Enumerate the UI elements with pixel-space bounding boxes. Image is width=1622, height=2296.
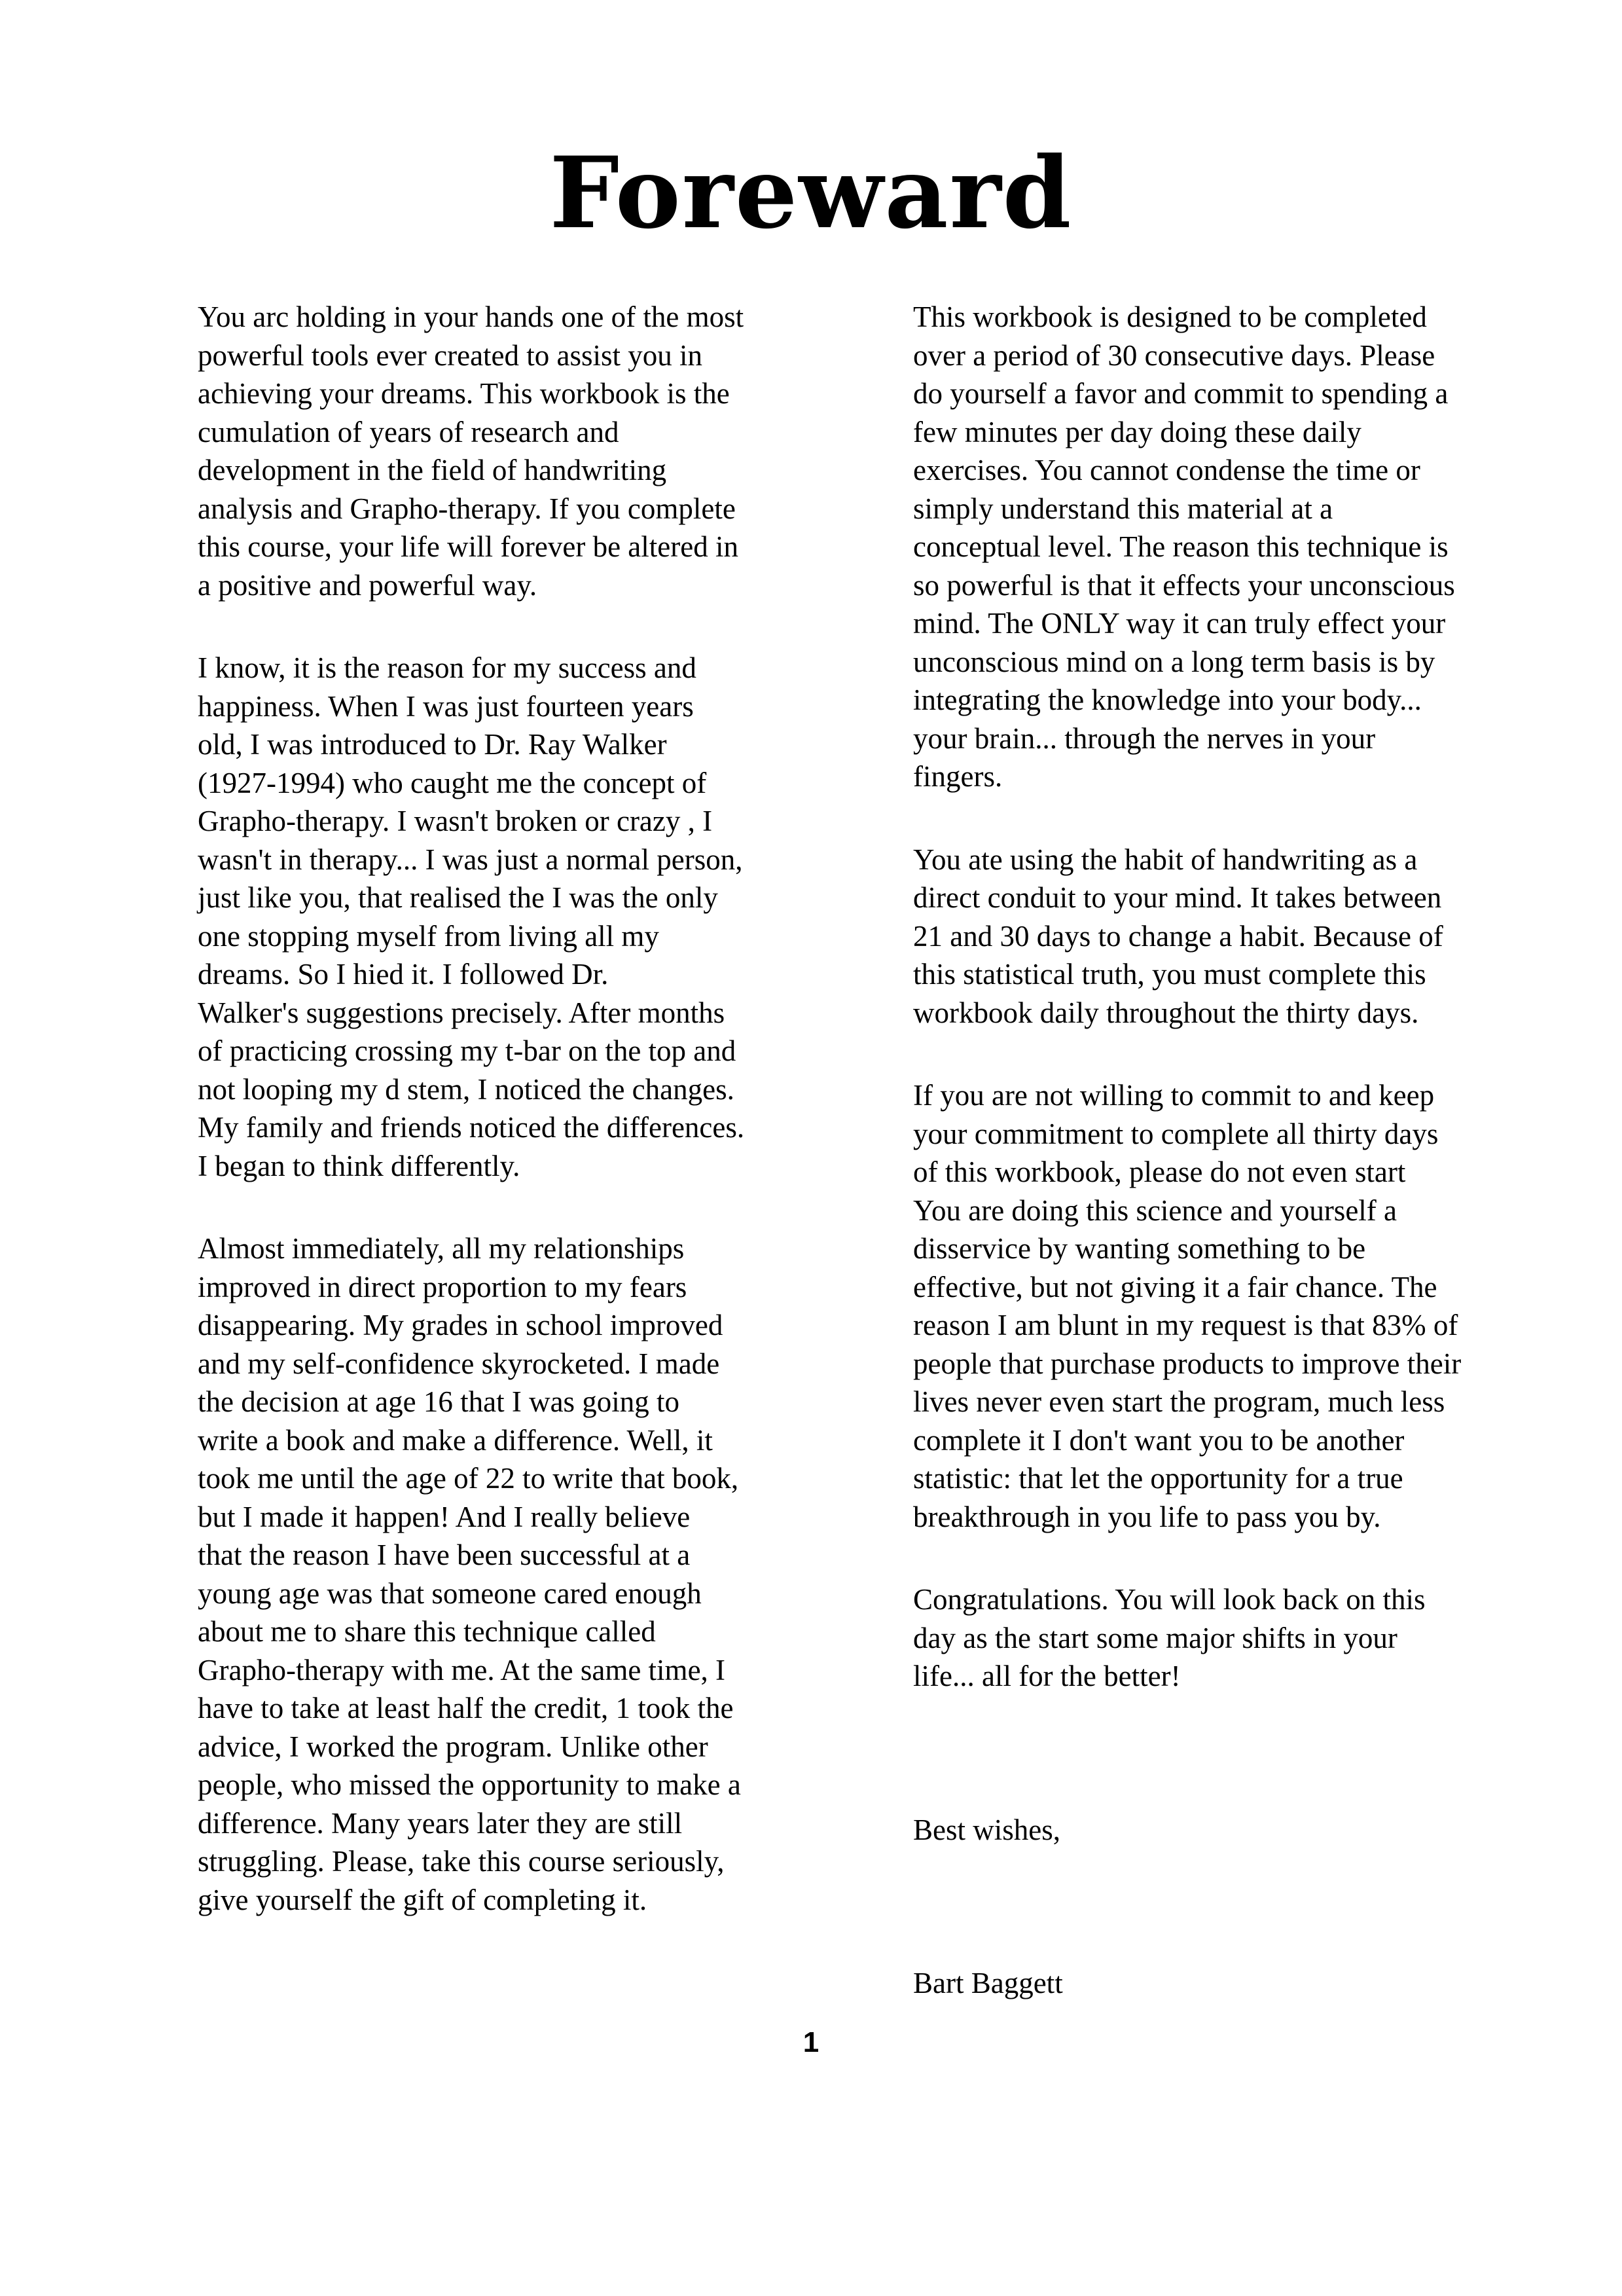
text-line: people, who missed the opportunity to make a	[198, 1768, 741, 1801]
text-line: life... all for the better!	[913, 1660, 1181, 1692]
text-line: that the reason I have been successful at a	[198, 1539, 691, 1571]
text-line: one stopping myself from living all my	[198, 919, 659, 953]
text-line: Congratulations. You will look back on this	[913, 1583, 1426, 1616]
text-line: I began to think differently.	[198, 1149, 520, 1182]
text-line: effective, but not giving it a fair chance. The	[913, 1270, 1437, 1303]
text-line: just like you, that realised the I was the only	[198, 881, 718, 914]
text-line: You are doing this science and yourself a	[913, 1194, 1397, 1227]
text-line: My family and friends noticed the differences.	[198, 1111, 745, 1144]
text-line: development in the field of handwriting	[198, 454, 667, 486]
text-line: You ate using the habit of handwriting as a	[913, 843, 1418, 876]
text-line: If you are not willing to commit to and keep	[913, 1079, 1435, 1112]
paragraph-gap	[198, 604, 862, 649]
paragraph	[913, 1580, 1568, 1696]
text-line: a positive and powerful way.	[198, 568, 537, 602]
text-line: statistic: that let the opportunity for a true	[913, 1462, 1403, 1495]
text-line: lives never even start the program, much less	[913, 1385, 1445, 1418]
text-line: but I made it happen! And I really believe	[198, 1500, 691, 1533]
text-line: simply understand this material at a	[913, 492, 1333, 525]
text-line: this statistical truth, you must complete this	[913, 958, 1426, 991]
text-line: Grapho-therapy. I wasn't broken or crazy , I	[198, 805, 713, 837]
text-line: (1927-1994) who caught me the concept of	[198, 766, 707, 799]
left-column	[198, 298, 862, 1919]
text-line: give yourself the gift of completing it.	[198, 1883, 647, 1916]
text-line: your commitment to complete all thirty days	[913, 1117, 1439, 1150]
text-line: disappearing. My grades in school improved	[198, 1309, 723, 1341]
text-line: write a book and make a difference. Well, it	[198, 1423, 713, 1457]
text-line: conceptual level. The reason this technique is	[913, 530, 1449, 563]
text-line: direct conduit to your mind. It takes between	[913, 881, 1442, 914]
page-number: 1	[802, 2026, 820, 2058]
text-line: took me until the age of 22 to write that book,	[198, 1462, 739, 1495]
text-line: old, I was introduced to Dr. Ray Walker	[198, 728, 667, 761]
text-line: This workbook is designed to be completed	[913, 301, 1427, 333]
text-line: mind. The ONLY way it can truly effect your	[913, 607, 1446, 640]
text-line: few minutes per day doing these daily	[913, 415, 1361, 448]
text-line: improved in direct proportion to my fears	[198, 1270, 687, 1303]
text-line: exercises. You cannot condense the time or	[913, 454, 1420, 486]
paragraph	[913, 298, 1568, 796]
text-line: disservice by wanting something to be	[913, 1232, 1366, 1265]
paragraph	[198, 1230, 862, 1919]
text-line: of practicing crossing my t-bar on the top and	[198, 1034, 736, 1067]
text-line: your brain... through the nerves in your	[913, 721, 1376, 755]
text-line: day as the start some major shifts in your	[913, 1621, 1397, 1654]
text-line: struggling. Please, take this course seriously,	[198, 1845, 725, 1878]
text-line: people that purchase products to improve their	[913, 1347, 1462, 1380]
text-line: difference. Many years later they are still	[198, 1806, 683, 1840]
text-line: breakthrough in you life to pass you by.	[913, 1500, 1381, 1533]
closing-gap	[913, 1696, 1568, 1811]
text-line: do yourself a favor and commit to spending a	[913, 377, 1449, 410]
text-line: reason I am blunt in my request is that 83% of	[913, 1309, 1458, 1341]
text-line: of this workbook, please do not even start	[913, 1156, 1406, 1188]
paragraph	[198, 298, 862, 604]
paragraph-gap	[913, 1536, 1568, 1580]
text-line: analysis and Grapho-therapy. If you complete	[198, 492, 736, 525]
signature-gap	[913, 1849, 1568, 1964]
text-line: over a period of 30 consecutive days. Please	[913, 338, 1435, 372]
paragraph	[913, 1076, 1568, 1536]
text-line: workbook daily throughout the thirty days.	[913, 996, 1419, 1029]
signature-name: Bart Baggett	[913, 1967, 1063, 1999]
text-line: achieving your dreams. This workbook is the	[198, 377, 730, 410]
text-line: the decision at age 16 that I was going to	[198, 1385, 680, 1418]
text-line: integrating the knowledge into your body...	[913, 683, 1422, 716]
page-title: Foreward	[549, 136, 1073, 251]
paragraph-gap	[913, 796, 1568, 841]
text-line: wasn't in therapy... I was just a normal person,	[198, 843, 743, 876]
text-line: 21 and 30 days to change a habit. Because of	[913, 919, 1443, 953]
text-line: dreams. So I hied it. I followed Dr.	[198, 958, 609, 991]
paragraph	[198, 649, 862, 1185]
closing-line: Best wishes,	[913, 1813, 1060, 1846]
text-line: and my self-confidence skyrocketed. I made	[198, 1347, 720, 1380]
text-line: Grapho-therapy with me. At the same time, I	[198, 1653, 726, 1686]
text-line: young age was that someone cared enough	[198, 1576, 702, 1610]
text-line: unconscious mind on a long term basis is by	[913, 645, 1435, 678]
text-line: You arc holding in your hands one of the most	[198, 301, 744, 333]
text-line: fingers.	[913, 760, 1003, 793]
text-line: advice, I worked the program. Unlike other	[198, 1730, 708, 1763]
text-line: happiness. When I was just fourteen years	[198, 689, 694, 723]
text-line: complete it I don't want you to be another	[913, 1423, 1405, 1457]
right-column	[913, 298, 1568, 2003]
text-line: Almost immediately, all my relationships	[198, 1232, 685, 1265]
text-line: cumulation of years of research and	[198, 415, 619, 448]
text-line: so powerful is that it effects your unconscious	[913, 568, 1455, 602]
text-line: I know, it is the reason for my success and	[198, 651, 696, 684]
text-line: have to take at least half the credit, 1 took the	[198, 1692, 734, 1724]
paragraph	[913, 841, 1568, 1032]
text-line: Walker's suggestions precisely. After months	[198, 996, 725, 1029]
text-line: this course, your life will forever be altered in	[198, 530, 738, 563]
text-line: about me to share this technique called	[198, 1615, 656, 1648]
paragraph-gap	[198, 1185, 862, 1230]
text-line: not looping my d stem, I noticed the changes.	[198, 1072, 734, 1106]
paragraph-gap	[913, 1032, 1568, 1076]
text-line: powerful tools ever created to assist you in	[198, 338, 703, 372]
